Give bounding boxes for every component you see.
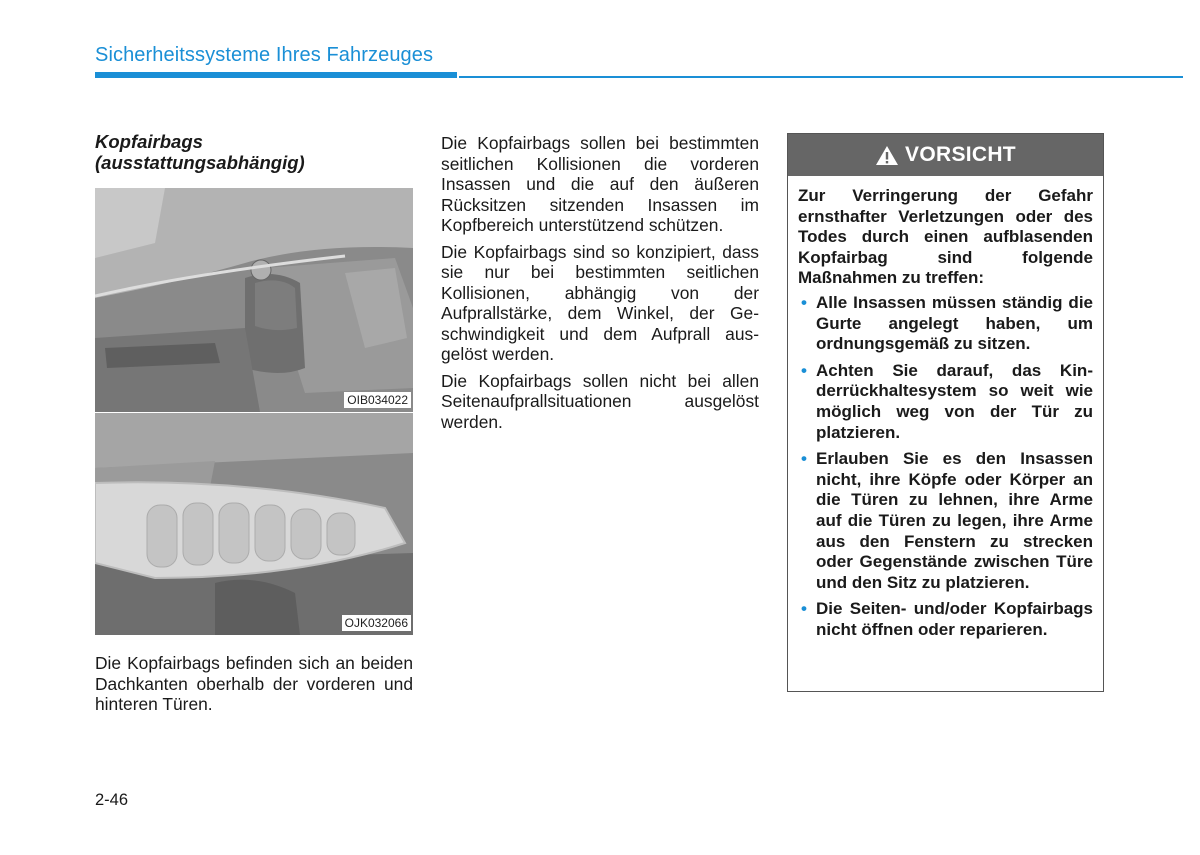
page-number: 2-46	[95, 791, 129, 809]
caution-item-text: Die Seiten- und/oder Kopfairbags nicht öffnen oder reparieren.	[816, 599, 1093, 639]
description-column	[441, 133, 759, 438]
description-paragraph: Die Kopfairbags sollen bei bestimmten seitlichen Kollisionen die vorderen Insassen und die auf den äußeren Rücksitzen sitzenden Insassen im Kopfbereich unterstützend schützen.	[441, 133, 759, 235]
caution-header	[788, 134, 1103, 176]
figure-curtain-airbag-deployed	[95, 413, 413, 635]
section-heading-line1: Kopfairbags	[95, 131, 203, 152]
header-rule-thin	[459, 76, 1183, 78]
caution-item-text: Alle Insassen müssen ständig die Gurte angelegt haben, um ordnungsgemäß zu sitzen.	[816, 292, 1093, 354]
caution-intro: Zur Verringerung der Gefahr ernsthafter Verletzungen oder des Todes durch einen aufblasenden Kopfairbag sind folgende Maßnahmen zu treffen:	[798, 186, 1093, 288]
caution-body	[788, 176, 1103, 640]
section-heading	[95, 131, 415, 173]
caution-list-item	[798, 599, 1093, 640]
description-paragraph: Die Kopfairbags sollen nicht bei allen Seitenaufprallsituationen ausgelöst werden.	[441, 370, 759, 432]
figure-code: OIB034022	[344, 392, 411, 408]
running-header-title: Sicherheitssysteme Ihres Fahrzeuges	[95, 44, 434, 66]
section-heading-line2: (ausstattungsabhängig)	[95, 152, 305, 173]
caution-list	[798, 293, 1093, 641]
caution-list-item	[798, 361, 1093, 443]
caution-list-item	[798, 293, 1093, 355]
bullet-icon: •	[801, 449, 807, 469]
bullet-icon: •	[801, 599, 807, 619]
header-rule-thick	[95, 72, 457, 78]
figure-roof-airbag-location	[95, 188, 413, 412]
figure-code: OJK032066	[342, 615, 411, 631]
description-paragraph: Die Kopfairbags sind so konzipiert, dass sie nur bei bestimmten seitlichen Kollisionen, abhängig von der Aufprallstärke, dem Winkel, der Geschwindigkeit und dem Aufprall ausgelöst werden.	[441, 241, 759, 364]
roof-interior-illustration	[95, 188, 413, 412]
bullet-icon: •	[801, 292, 807, 312]
caution-box	[787, 133, 1104, 692]
caution-item-text: Erlauben Sie es den Insassen nicht, ihre Köpfe oder Körper an die Türen zu lehnen, ihre Arme auf die Türen zu legen, ihre Arme aus den Fenstern zu strecken oder Gegenstände zwischen Türe und den Sitz zu platzieren.	[816, 449, 1093, 592]
warning-triangle-icon	[875, 145, 899, 166]
location-paragraph: Die Kopfairbags befinden sich an beiden Dachkanten oberhalb der vorderen und hinteren Türen.	[95, 653, 413, 714]
curtain-airbag-illustration	[95, 413, 413, 635]
caution-title: VORSICHT	[905, 143, 1016, 166]
bullet-icon: •	[801, 360, 807, 380]
caution-item-text: Achten Sie darauf, das Kinderrückhaltesystem so weit wie möglich weg von der Tür zu platzieren.	[816, 360, 1093, 442]
caution-list-item	[798, 449, 1093, 593]
